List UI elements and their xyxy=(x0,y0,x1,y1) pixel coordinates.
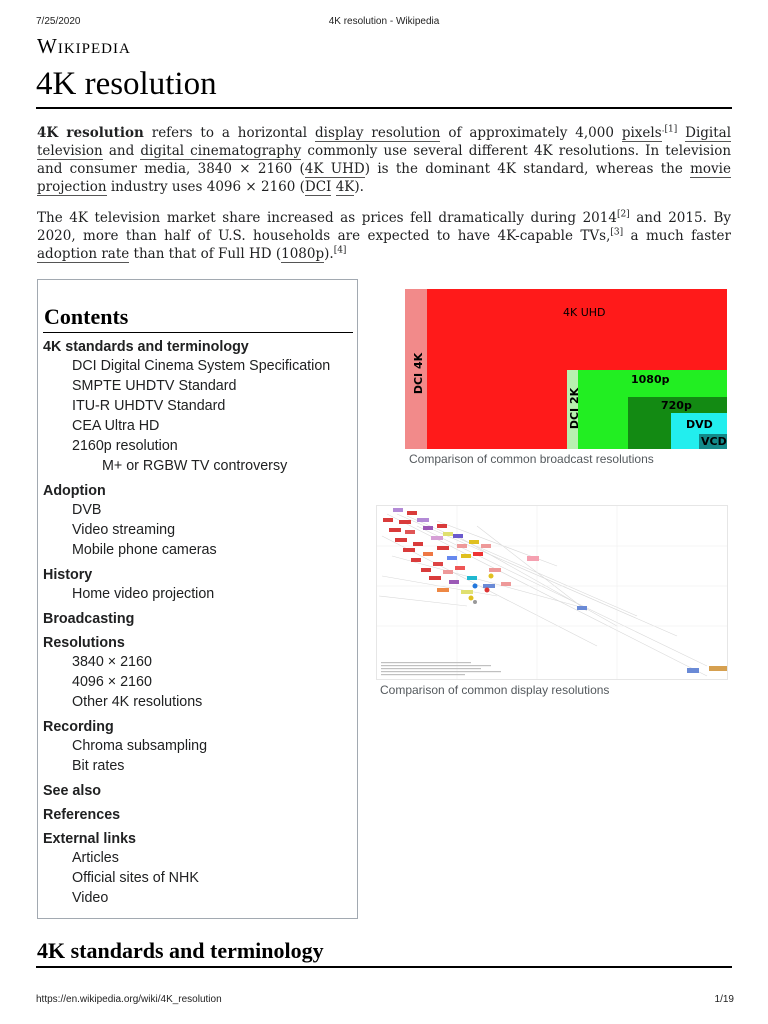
dci-4k-label: DCI 4K xyxy=(412,352,426,395)
toc-item[interactable]: Other 4K resolutions xyxy=(72,694,203,710)
print-header xyxy=(0,16,768,30)
toc-item[interactable]: Video streaming xyxy=(72,522,176,538)
inline-link[interactable]: display resolution xyxy=(314,125,441,141)
toc-item[interactable]: Resolutions xyxy=(43,635,125,651)
section-heading: 4K standards and terminology xyxy=(37,938,324,963)
broadcast-figure-caption: Comparison of common broadcast resolutions xyxy=(409,452,654,466)
toc-title: Contents xyxy=(44,304,129,329)
toc-item[interactable]: 4K standards and terminology xyxy=(43,339,249,355)
toc-item[interactable]: Broadcasting xyxy=(43,611,135,627)
text-run: refers to a horizontal xyxy=(143,125,315,141)
broadcast-resolutions-figure[interactable] xyxy=(405,289,727,449)
inline-link[interactable]: pixels xyxy=(621,125,662,141)
toc-item[interactable]: 2160p resolution xyxy=(72,438,178,454)
toc-item[interactable]: DVB xyxy=(72,502,102,518)
bold-term: 4K resolution xyxy=(37,125,144,141)
text-run: industry uses 4096 × 2160 ( xyxy=(106,179,305,195)
toc-item[interactable]: M+ or RGBW TV controversy xyxy=(102,458,288,474)
inline-link[interactable]: Digital television xyxy=(37,125,732,159)
toc-item[interactable]: SMPTE UHDTV Standard xyxy=(72,378,237,394)
toc-item[interactable]: Official sites of NHK xyxy=(72,870,199,886)
uhd-4k-label: 4K UHD xyxy=(563,306,606,319)
inline-link[interactable]: 1080p xyxy=(281,246,325,262)
toc-item[interactable]: ITU-R UHDTV Standard xyxy=(72,398,226,414)
toc-item[interactable]: Chroma subsampling xyxy=(72,738,208,754)
720p-label: 720p xyxy=(661,399,692,412)
text-run: of approximately 4,000 xyxy=(440,125,622,141)
dvd-label: DVD xyxy=(686,418,713,431)
table-of-contents xyxy=(37,279,358,919)
citation-ref[interactable]: .[1] xyxy=(661,124,678,135)
intro-paragraph-1 xyxy=(37,124,731,196)
intro-paragraph-2 xyxy=(37,209,731,263)
toc-item[interactable]: DCI Digital Cinema System Specification xyxy=(72,358,331,374)
page-title: 4K resolution xyxy=(36,66,217,102)
text-run: a much faster xyxy=(623,228,732,244)
title-rule xyxy=(36,107,732,109)
toc-item[interactable]: See also xyxy=(43,783,102,799)
display-resolutions-figure[interactable] xyxy=(376,505,728,680)
section-rule xyxy=(36,966,732,968)
inline-link[interactable]: digital cinematography xyxy=(140,143,302,159)
display-resolutions-chart-image xyxy=(377,506,728,680)
dci-2k-label: DCI 2K xyxy=(568,387,582,430)
toc-item[interactable]: References xyxy=(43,807,121,823)
display-figure-caption: Comparison of common display resolutions xyxy=(380,683,610,697)
vcd-label: VCD xyxy=(701,435,727,448)
inline-link[interactable]: 4K UHD xyxy=(304,161,365,177)
toc-item[interactable]: 4096 × 2160 xyxy=(72,674,152,690)
text-run xyxy=(677,125,685,141)
citation-ref[interactable]: [3] xyxy=(610,227,624,238)
toc-item[interactable]: Bit rates xyxy=(72,758,125,774)
text-run: than that of Full HD ( xyxy=(129,246,282,262)
inline-link[interactable]: 4K xyxy=(335,179,355,195)
inline-link[interactable]: movie projection xyxy=(37,161,731,195)
citation-ref[interactable]: [2] xyxy=(616,209,630,220)
inline-link[interactable]: DCI xyxy=(304,179,332,195)
text-run: ). xyxy=(354,179,364,195)
toc-item[interactable]: External links xyxy=(43,831,136,847)
toc-item[interactable]: Articles xyxy=(72,850,119,866)
print-url: https://en.wikipedia.org/wiki/4K_resolution xyxy=(36,994,222,1005)
inline-link[interactable]: adoption rate xyxy=(37,246,130,262)
toc-rule xyxy=(43,332,353,333)
print-page-title: 4K resolution - Wikipedia xyxy=(328,16,440,27)
text-run: The 4K television market share increased as prices fell dramatically during 2014 xyxy=(37,210,617,226)
print-page-number: 1/19 xyxy=(714,994,734,1005)
toc-item[interactable]: CEA Ultra HD xyxy=(72,418,160,434)
toc-item[interactable]: Recording xyxy=(43,719,114,735)
toc-item[interactable]: History xyxy=(43,567,93,583)
wordmark-text: Wikipedia xyxy=(37,34,131,58)
text-run: and 2015. By 2020, more than half of U.S. households are expected to have 4K-capable TVs, xyxy=(37,210,731,244)
toc-item[interactable]: Video xyxy=(72,890,109,906)
text-run: ). xyxy=(324,246,334,262)
text-run: commonly use several different 4K resolutions. In television and consumer media, 3840 × 2160 ( xyxy=(37,143,732,177)
print-footer xyxy=(0,994,768,1008)
citation-ref[interactable]: [4] xyxy=(333,245,347,256)
toc-item[interactable]: 3840 × 2160 xyxy=(72,654,152,670)
text-run: and xyxy=(102,143,141,159)
1080p-label: 1080p xyxy=(631,373,670,386)
wikipedia-wordmark[interactable] xyxy=(37,34,131,59)
text-run: ) is the dominant 4K standard, whereas the xyxy=(364,161,691,177)
toc-item[interactable]: Mobile phone cameras xyxy=(72,542,217,558)
print-date: 7/25/2020 xyxy=(36,16,81,27)
toc-item[interactable]: Home video projection xyxy=(72,586,215,602)
toc-item[interactable]: Adoption xyxy=(43,483,106,499)
